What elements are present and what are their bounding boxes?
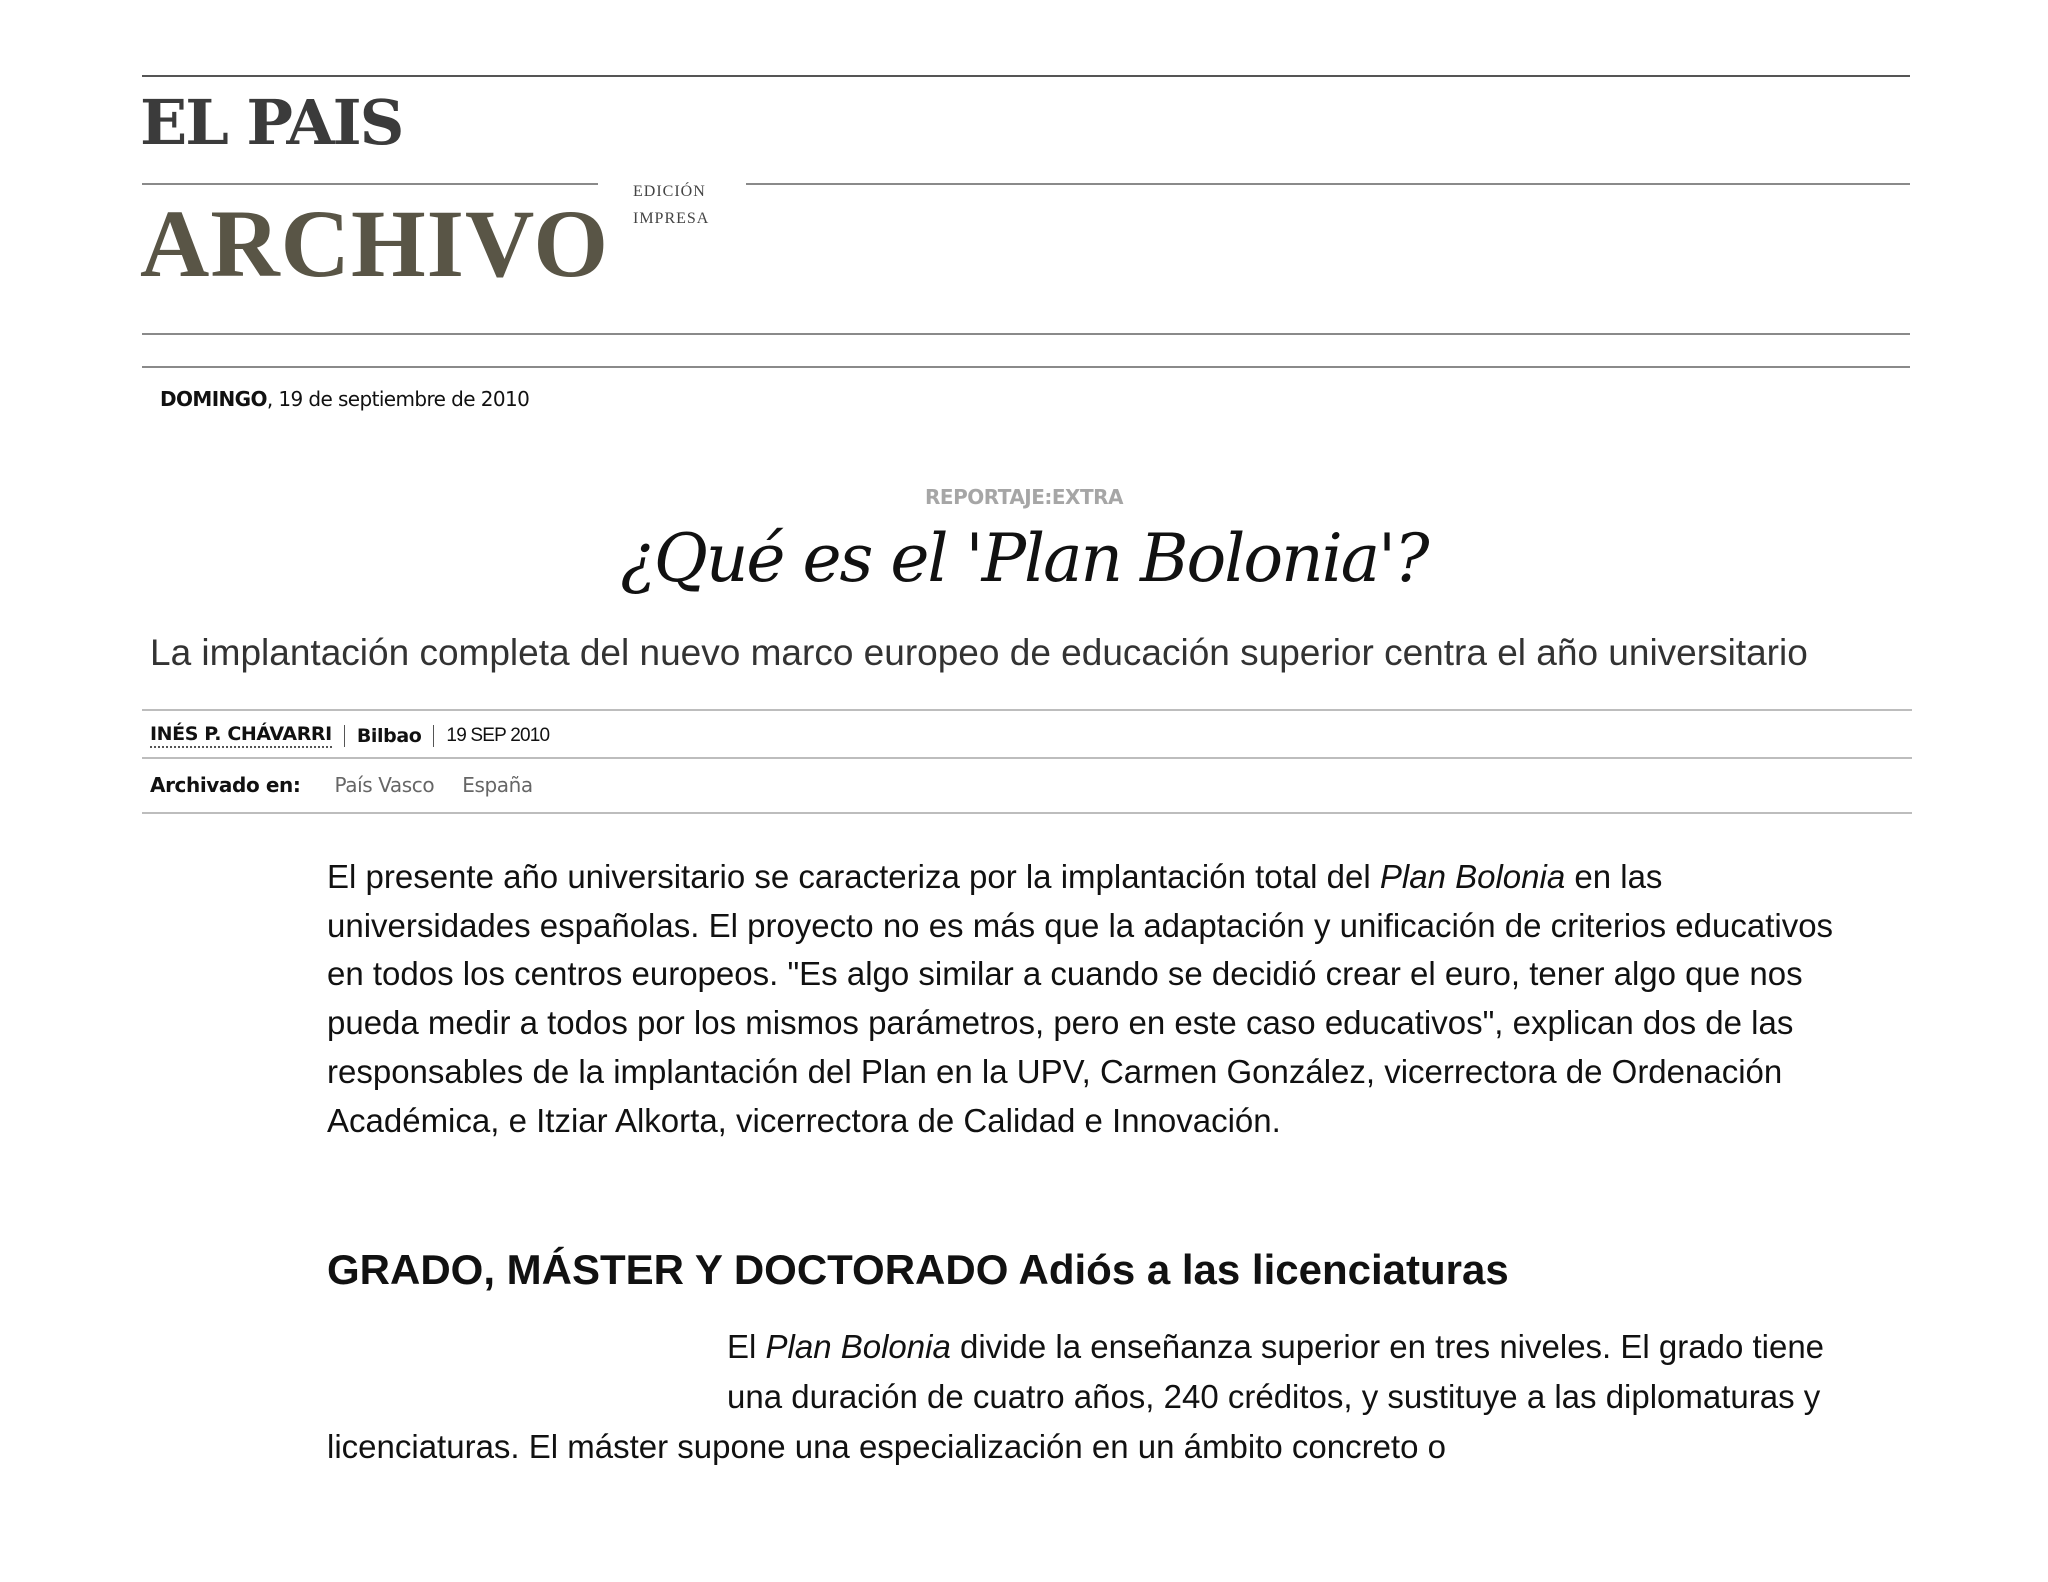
archived-bottom-rule [142,812,1912,814]
paragraph-1-emphasis: Plan Bolonia [1379,858,1566,895]
author-link[interactable]: INÉS P. CHÁVARRI [150,723,332,748]
article-subtitle: La implantación completa del nuevo marco europeo de educación superior centra el año universitario [150,632,1808,673]
edition-date-rest: , 19 de septiembre de 2010 [266,387,530,411]
paragraph-1-text-a: El presente año universitario se caracteriza por la implantación total del [327,858,1380,895]
article-paragraph-2 [327,1322,1847,1472]
byline-separator [433,725,434,747]
archived-label: Archivado en: [150,773,301,797]
tag-link-pais-vasco[interactable]: País Vasco [334,773,435,797]
edition-date [160,387,529,411]
byline [150,723,549,748]
byline-top-rule [142,709,1912,711]
byline-date: 19 SEP 2010 [446,724,550,746]
top-rule [142,75,1910,77]
el-pais-logo[interactable]: EL PAIS [140,86,403,159]
archived-in [150,773,561,797]
masthead-bottom-rule-2 [142,366,1910,368]
article-paragraph-1 [327,853,1847,1145]
edition-line-1: EDICIÓN [633,183,706,200]
article-kicker: REPORTAJE:EXTRA [925,485,1123,509]
edition-line-2: IMPRESA [633,210,710,227]
edition-weekday: DOMINGO [160,387,267,411]
tag-link-espana[interactable]: España [462,773,533,797]
paragraph-1-text-b: en las universidades españolas. El proyecto no es más que la adaptación y unificación de criterios educativos en todos los centros europeos. "Es algo similar a cuando se decidió crear el euro, tener algo que nos pueda medir a todos por los mismos parámetros, pero en este caso educativos", explican dos de las responsables de la implantación del Plan en la UPV, Carmen González, vicerrectora de Ordenación Académica, e Itziar Alkorta, vicerrectora de Calidad e Innovación. [327,858,1834,1139]
edition-label [633,178,709,232]
article-title: ¿Qué es el 'Plan Bolonia'? [620,520,1428,597]
archivo-rule-left [142,183,598,185]
paragraph-2-emphasis: Plan Bolonia [765,1328,951,1365]
archivo-rule-right [746,183,1910,185]
byline-city: Bilbao [356,724,422,747]
paragraph-2-text-a: El [727,1328,766,1365]
image-placeholder-space [327,1322,727,1412]
section-heading: GRADO, MÁSTER Y DOCTORADO Adiós a las licenciaturas [327,1246,1509,1293]
byline-bottom-rule [142,757,1912,759]
masthead-bottom-rule-1 [142,333,1910,335]
byline-separator [344,725,345,747]
paragraph-2-text-b: divide la enseñanza superior en tres niveles. El grado tiene una duración de cuatro años, 240 créditos, y sustituye a las diplomaturas y licenciaturas. El máster supone una especialización en un ámbito concreto o [327,1328,1825,1465]
archivo-section-title[interactable]: ARCHIVO [140,190,610,297]
